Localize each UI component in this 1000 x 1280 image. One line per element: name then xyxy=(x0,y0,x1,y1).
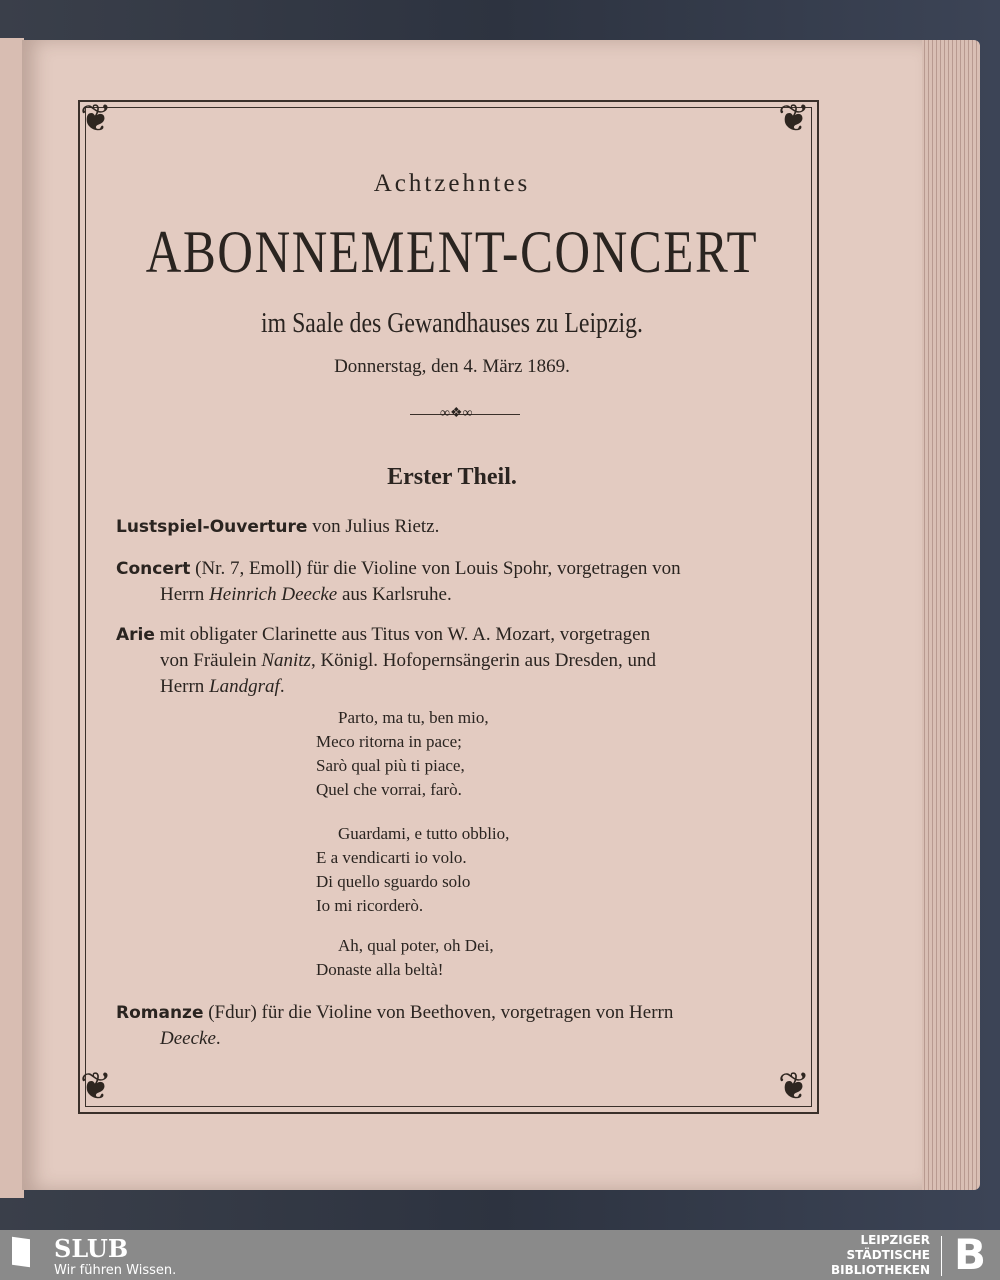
corner-ornament-icon: ❦ xyxy=(80,98,112,140)
performer-line: Herrn Landgraf. xyxy=(160,676,285,697)
work-title: Arie xyxy=(116,625,155,645)
performer-line: von Fräulein Nanitz, Königl. Hofopernsängerin aus Dresden, und xyxy=(160,650,657,671)
work-title: Romanze xyxy=(116,1003,204,1023)
performer-line: Deecke. xyxy=(160,1028,221,1049)
verse-stanza: Guardami, e tutto obblio, E a vendicarti io volo. Di quello sguardo solo Io mi ricorderò. xyxy=(316,824,510,915)
venue: im Saale des Gewandhauses zu Leipzig. xyxy=(260,308,643,339)
work-details: (Fdur) für die Violine von Beethoven, vorgetragen von Herrn xyxy=(203,1002,674,1023)
performer-name: Deecke xyxy=(160,1028,216,1049)
program-item xyxy=(116,514,776,540)
work-details: von Julius Rietz. xyxy=(307,516,440,537)
program-item xyxy=(116,1000,776,1052)
footer-bar xyxy=(0,1230,1000,1280)
performer-name: Nanitz xyxy=(261,650,311,671)
performer-name: Heinrich Deecke xyxy=(209,584,338,605)
slub-logo-icon xyxy=(12,1237,30,1268)
program-item xyxy=(116,622,776,700)
lsb-logo-text[interactable]: LEIPZIGER STÄDTISCHE BIBLIOTHEKEN xyxy=(830,1233,930,1277)
left-page-edge xyxy=(0,38,24,1198)
divider xyxy=(941,1236,942,1276)
concert-title: ABONNEMENT-CONCERT xyxy=(145,219,759,285)
divider-ornament-icon: ∞❖∞ xyxy=(440,406,473,421)
performer-name: Landgraf xyxy=(209,676,280,697)
slub-logo[interactable]: SLUB xyxy=(54,1234,129,1263)
work-title: Lustspiel-Ouverture xyxy=(116,517,308,537)
performer-line: Herrn Heinrich Deecke aus Karlsruhe. xyxy=(160,584,452,605)
slub-tagline: Wir führen Wissen. xyxy=(54,1263,177,1278)
lsb-logo-icon: B xyxy=(953,1230,986,1279)
work-details: (Nr. 7, Emoll) für die Violine von Louis Spohr, vorgetragen von xyxy=(190,558,681,579)
work-title: Concert xyxy=(116,559,191,579)
concert-date: Donnerstag, den 4. März 1869. xyxy=(334,356,570,377)
work-details: mit obligater Clarinette aus Titus von W. A. Mozart, vorgetragen xyxy=(154,624,651,645)
corner-ornament-icon: ❦ xyxy=(778,1066,810,1108)
corner-ornament-icon: ❦ xyxy=(80,1066,112,1108)
verse-stanza: Ah, qual poter, oh Dei, Donaste alla beltà! xyxy=(316,936,494,979)
concert-ordinal: Achtzehntes xyxy=(373,170,531,197)
section-title: Erster Theil. xyxy=(387,464,517,490)
corner-ornament-icon: ❦ xyxy=(778,98,810,140)
verse-stanza: Parto, ma tu, ben mio, Meco ritorna in pace; Sarò qual più ti piace, Quel che vorrai, farò. xyxy=(316,708,489,799)
program-item xyxy=(116,556,776,608)
